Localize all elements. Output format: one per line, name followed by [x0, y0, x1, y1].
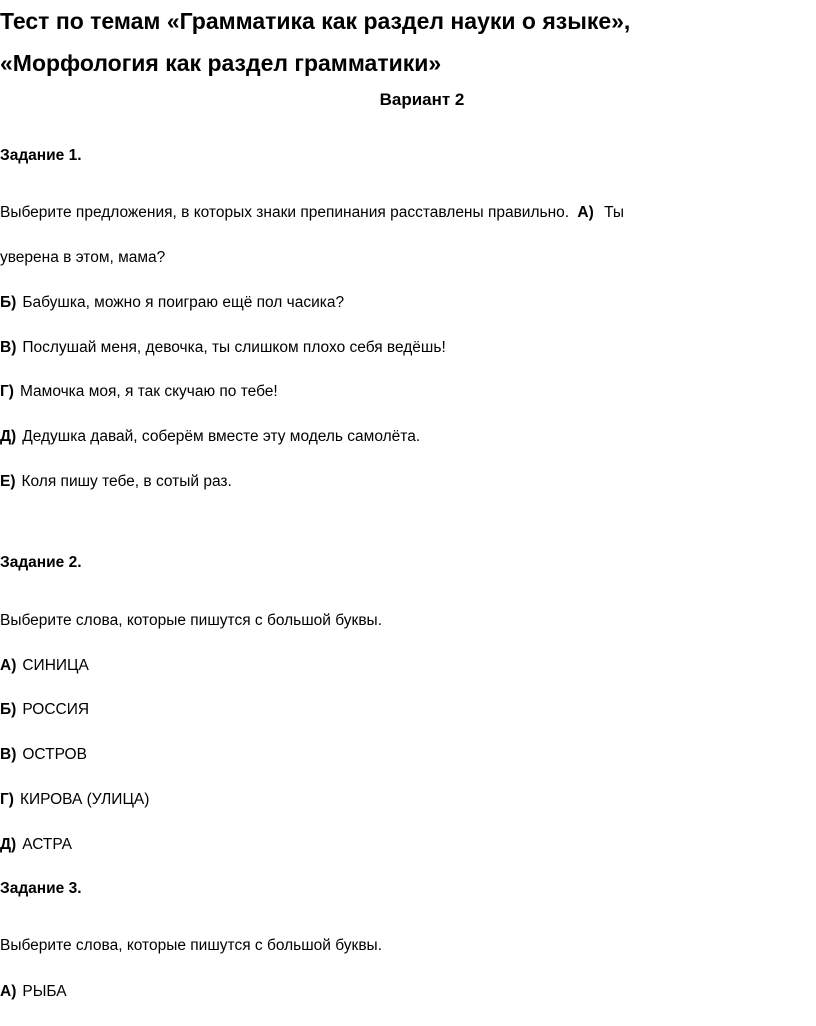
option-letter: Д)	[0, 428, 17, 445]
option-letter: А)	[0, 983, 17, 1000]
task-1-prompt-line	[0, 203, 624, 223]
task-1-prompt: Выберите предложения, в которых знаки препинания расставлены правильно.	[0, 204, 570, 221]
page-title	[0, 0, 800, 84]
task-1-option-e	[0, 472, 232, 492]
title-line-2: «Морфология как раздел грамматики»	[0, 50, 442, 76]
option-text: РЫБА	[22, 983, 67, 1000]
option-letter: Б)	[0, 701, 17, 718]
option-letter: Е)	[0, 473, 16, 490]
task-1-option-a-text-part1: Ты	[604, 204, 624, 221]
option-text: Бабушка, можно я поиграю ещё пол часика?	[22, 294, 345, 311]
option-text: Дедушка давай, соберём вместе эту модель самолёта.	[22, 428, 421, 445]
task-1-option-a-letter: А)	[577, 204, 594, 221]
option-letter: В)	[0, 746, 17, 763]
task-3-option-a	[0, 982, 67, 1002]
option-letter: А)	[0, 657, 17, 674]
option-text: РОССИЯ	[22, 701, 90, 718]
task-1-option-g	[0, 382, 278, 402]
option-letter: Г)	[0, 383, 14, 400]
task-2-option-a	[0, 656, 89, 676]
option-text: ОСТРОВ	[22, 746, 87, 763]
task-2-option-d	[0, 835, 72, 855]
title-line-1: Тест по темам «Грамматика как раздел науки о языке»,	[0, 8, 631, 34]
task-2-option-v	[0, 745, 87, 765]
task-1-heading: Задание 1.	[0, 147, 82, 164]
task-2-option-g	[0, 790, 149, 810]
option-text: СИНИЦА	[22, 657, 89, 674]
option-text: КИРОВА (УЛИЦА)	[19, 791, 150, 808]
task-1-option-a-continuation	[0, 248, 165, 268]
option-text: Послушай меня, девочка, ты слишком плохо себя ведёшь!	[22, 339, 446, 356]
option-text: АСТРА	[22, 836, 73, 853]
option-text: Коля пишу тебе, в сотый раз.	[21, 473, 232, 490]
task-2-option-b	[0, 700, 89, 720]
option-letter: Б)	[0, 294, 17, 311]
task-3-heading: Задание 3.	[0, 880, 82, 897]
task-1-option-v	[0, 338, 446, 358]
option-letter: Г)	[0, 791, 14, 808]
option-text: Мамочка моя, я так скучаю по тебе!	[19, 383, 278, 400]
task-1-option-b	[0, 293, 344, 313]
task-1-option-d	[0, 427, 420, 447]
option-letter: В)	[0, 339, 17, 356]
task-1-option-a-text-part2: уверена в этом, мама?	[0, 249, 166, 266]
task-2-heading: Задание 2.	[0, 554, 82, 571]
option-letter: Д)	[0, 836, 17, 853]
task-3-prompt: Выберите слова, которые пишутся с большой буквы.	[0, 937, 382, 954]
task-2-prompt: Выберите слова, которые пишутся с большой буквы.	[0, 612, 382, 629]
variant-heading: Вариант 2	[379, 90, 465, 109]
